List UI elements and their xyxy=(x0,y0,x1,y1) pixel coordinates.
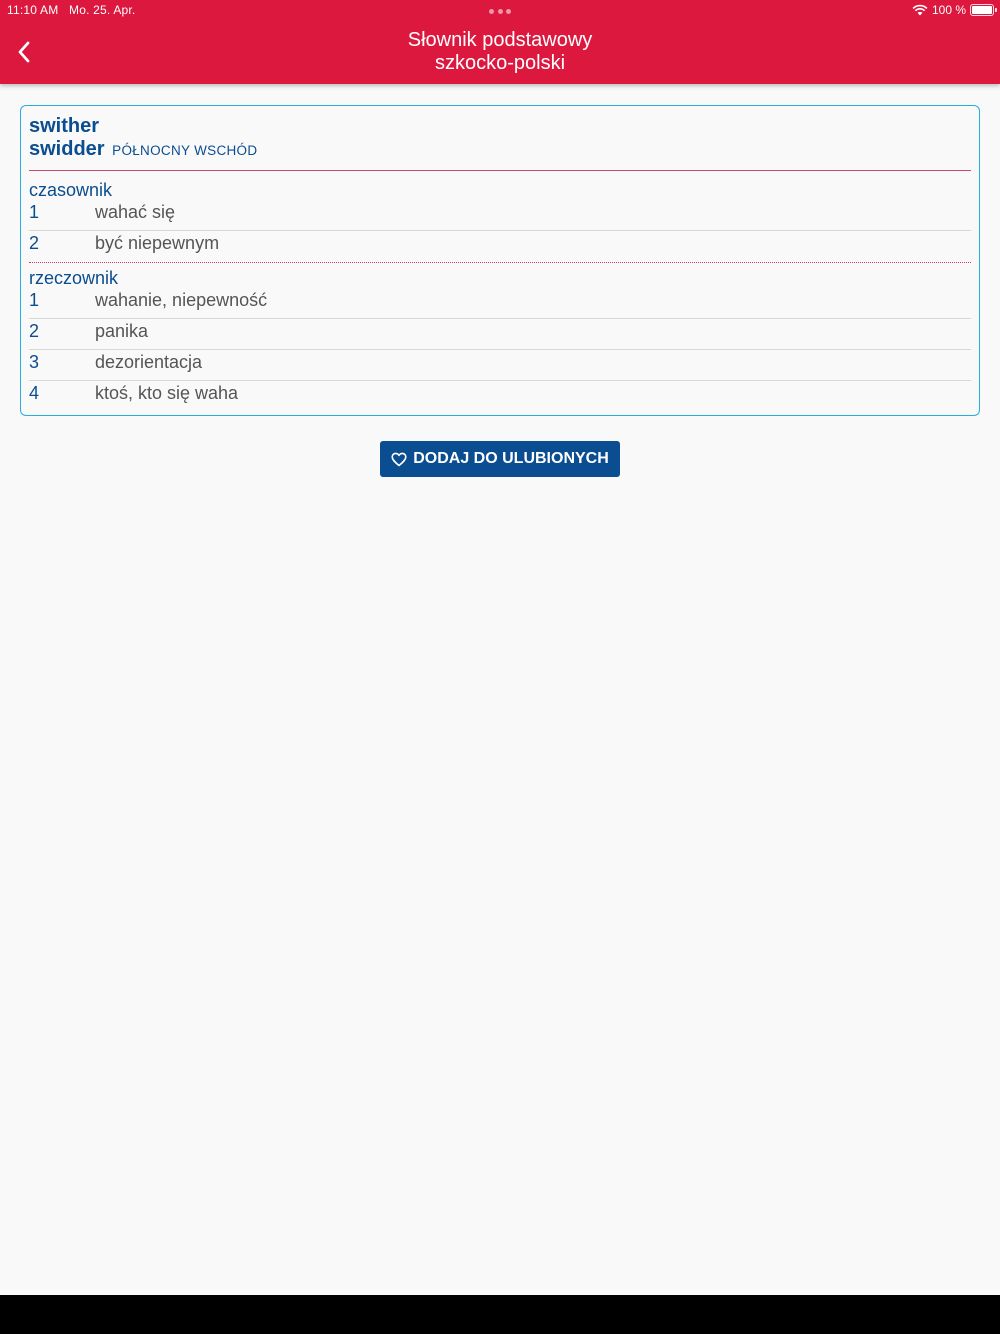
battery-percent: 100 % xyxy=(931,3,966,17)
sense-row xyxy=(29,200,971,231)
entry-card xyxy=(20,105,980,416)
sense-translation: wahanie, niepewność xyxy=(95,290,268,310)
pos-label-noun: rzeczownik xyxy=(29,268,119,288)
headword-primary: swither xyxy=(29,115,100,137)
add-to-favorites-button[interactable] xyxy=(380,441,620,477)
wifi-icon xyxy=(912,4,928,16)
sense-number: 1 xyxy=(29,202,40,222)
back-button[interactable] xyxy=(10,36,38,68)
app-header xyxy=(0,0,1000,84)
chevron-left-icon xyxy=(17,41,31,63)
sense-number: 3 xyxy=(29,352,40,372)
heart-icon xyxy=(391,452,407,467)
sense-row xyxy=(29,231,971,262)
sense-row xyxy=(29,350,971,381)
divider xyxy=(29,170,971,171)
status-right xyxy=(912,3,994,17)
add-to-favorites-label: DODAJ DO ULUBIONYCH xyxy=(413,450,609,467)
title-line-2: szkocko-polski xyxy=(434,52,566,74)
headword-variant-text: swidder xyxy=(29,138,105,160)
bottom-bar xyxy=(0,1295,1000,1334)
sense-number: 1 xyxy=(29,290,40,310)
battery-icon xyxy=(970,4,994,16)
section-divider xyxy=(29,262,971,263)
sense-translation: panika xyxy=(95,321,149,341)
sense-row xyxy=(29,288,971,319)
sense-translation: ktoś, kto się waha xyxy=(95,383,239,403)
title-line-1: Słownik podstawowy xyxy=(407,29,593,51)
sense-translation: dezorientacja xyxy=(95,352,203,372)
multitasking-dots-icon[interactable] xyxy=(489,9,511,15)
pos-label-verb: czasownik xyxy=(29,180,113,200)
sense-number: 4 xyxy=(29,383,40,403)
sense-row xyxy=(29,381,971,412)
sense-translation: wahać się xyxy=(95,202,176,222)
sense-row xyxy=(29,319,971,350)
region-label: PÓŁNOCNY WSCHÓD xyxy=(112,143,258,158)
sense-translation: być niepewnym xyxy=(95,233,220,253)
page-title xyxy=(200,29,800,75)
status-time-text: 11:10 AM xyxy=(7,3,59,17)
status-date-text: Mo. 25. Apr. xyxy=(69,3,136,17)
status-time xyxy=(7,3,135,17)
sense-number: 2 xyxy=(29,233,40,253)
headword-variant xyxy=(29,138,257,161)
sense-number: 2 xyxy=(29,321,40,341)
